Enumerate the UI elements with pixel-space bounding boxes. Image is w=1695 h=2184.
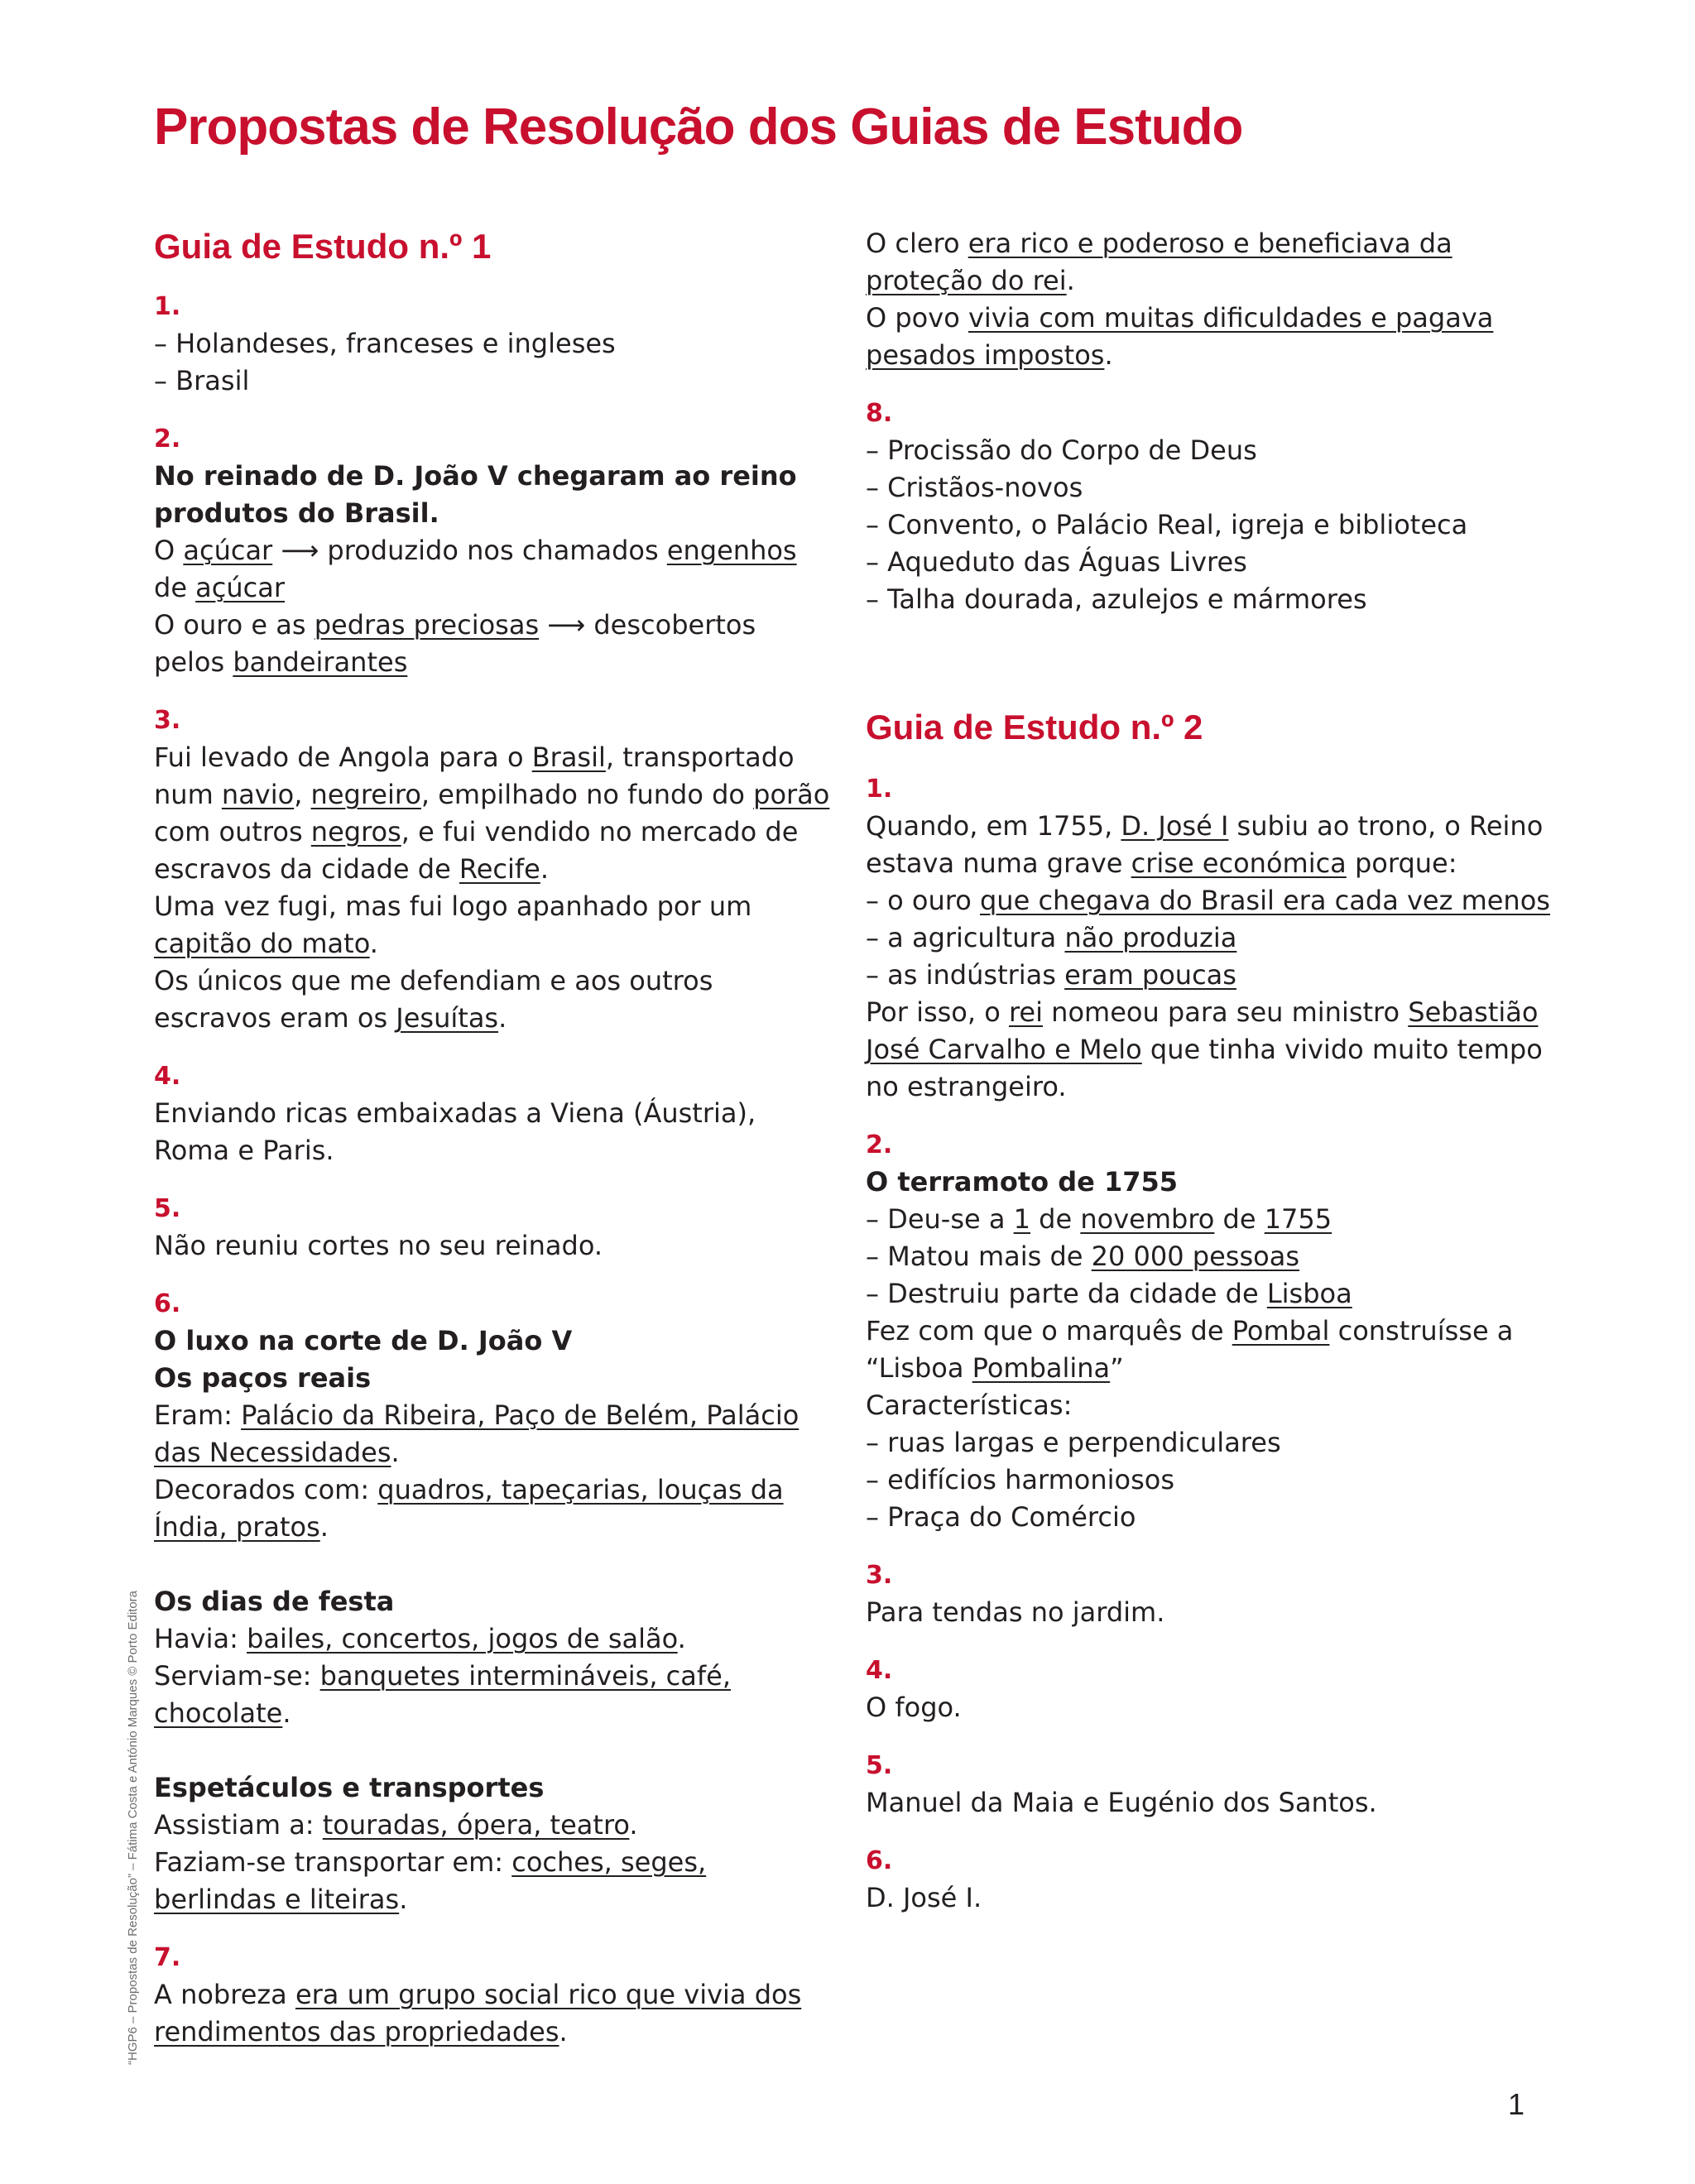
list-item: – Procissão do Corpo de Deus (866, 434, 1257, 466)
answer-paragraph: A nobreza era um grupo social rico que vivia dos rendimentos das propriedades. (154, 1979, 802, 2047)
question-statement: No reinado de D. João V chegaram ao reino produtos do Brasil. (154, 460, 797, 529)
list-item: – Cristãos-novos (866, 472, 1083, 503)
answer-paragraph: O clero era rico e poderoso e beneficiava da proteção do rei. (866, 228, 1453, 296)
answer-paragraph: Faziam-se transportar em: coches, seges, berlindas e liteiras. (154, 1846, 707, 1915)
answer-paragraph: Fez com que o marquês de Pombal construísse a “Lisboa Pombalina” (866, 1315, 1514, 1384)
answer-line: – Holandeses, franceses e ingleses (154, 328, 616, 359)
answer-paragraph: Eram: Palácio da Ribeira, Paço de Belém, Palácio das Necessidades. (154, 1399, 799, 1468)
answer-paragraph: Os únicos que me defendiam e aos outros escravos eram os Jesuítas. (154, 965, 713, 1034)
answer-paragraph: Por isso, o rei nomeou para seu ministro Sebastião José Carvalho e Melo que tinha vivido muito tempo no estrangeiro. (866, 996, 1543, 1102)
left-column (154, 222, 833, 2051)
answer-text: Enviando ricas embaixadas a Viena (Áustria), Roma e Paris. (154, 1097, 756, 1166)
question-number: 6. (866, 1846, 893, 1875)
question-number: 1. (154, 292, 181, 321)
question-number: 5. (866, 1751, 893, 1780)
question-number: 7. (154, 1943, 181, 1972)
question-number: 3. (154, 706, 181, 735)
question-number: 4. (154, 1062, 181, 1091)
right-column (866, 225, 1553, 1917)
question-number: 2. (154, 425, 181, 454)
answer-paragraph: Fui levado de Angola para o Brasil, transportado num navio, negreiro, empilhado no fundo do porão com outros negros, e fui vendido no mercado de escravos da cidade de Recife. (154, 742, 830, 885)
section-heading: Os dias de festa (154, 1586, 395, 1617)
list-item: – edifícios harmoniosos (866, 1464, 1175, 1495)
answer-text: Características: (866, 1390, 1073, 1421)
guide-2-question-6 (866, 1842, 1553, 1917)
list-item: – o ouro que chegava do Brasil era cada vez menos (866, 885, 1550, 916)
list-item: – a agricultura não produzia (866, 922, 1237, 953)
list-item: – Praça do Comércio (866, 1501, 1136, 1533)
list-item: – as indústrias eram poucas (866, 959, 1236, 991)
guide-1-heading: Guia de Estudo n.º 1 (154, 227, 492, 266)
guide-1-question-7-continued (866, 225, 1553, 374)
list-item: – Talha dourada, azulejos e mármores (866, 583, 1367, 615)
answer-line: O ouro e as pedras preciosas ⟶ descobertos pelos bandeirantes (154, 609, 756, 678)
page-number: 1 (1508, 2087, 1525, 2121)
question-number: 5. (154, 1194, 181, 1223)
page-title: Propostas de Resolução dos Guias de Estudo (154, 98, 1243, 156)
section-heading: O luxo na corte de D. João V (154, 1325, 573, 1356)
section-heading: Os paços reais (154, 1362, 372, 1394)
answer-text: Para tendas no jardim. (866, 1596, 1165, 1628)
guide-1-question-4 (154, 1058, 833, 1169)
answer-text: O fogo. (866, 1692, 962, 1723)
list-item: – Deu-se a 1 de novembro de 1755 (866, 1203, 1332, 1235)
question-statement: O terramoto de 1755 (866, 1166, 1179, 1198)
answer-line: – Brasil (154, 365, 250, 396)
guide-2-question-2 (866, 1126, 1553, 1536)
answer-paragraph: Assistiam a: touradas, ópera, teatro. (154, 1809, 638, 1841)
answer-text: D. José I. (866, 1882, 982, 1913)
guide-2-question-1 (866, 770, 1553, 1106)
guide-2-question-4 (866, 1652, 1553, 1726)
section-heading: Espetáculos e transportes (154, 1772, 545, 1803)
copyright-credit: “HGP6 – Propostas de Resolução” – Fátima Costa e António Marques © Porto Editora (126, 1590, 140, 2065)
question-number: 4. (866, 1656, 893, 1685)
question-number: 1. (866, 775, 893, 804)
question-number: 6. (154, 1289, 181, 1318)
list-item: – ruas largas e perpendiculares (866, 1427, 1281, 1458)
answer-paragraph: Decorados com: quadros, tapeçarias, louças da Índia, pratos. (154, 1474, 784, 1543)
list-item: – Convento, o Palácio Real, igreja e biblioteca (866, 509, 1468, 540)
answer-paragraph: Quando, em 1755, D. José I subiu ao trono, o Reino estava numa grave crise económica porque: (866, 810, 1544, 879)
guide-1-question-5 (154, 1190, 833, 1265)
question-number: 8. (866, 399, 893, 428)
answer-line: O açúcar ⟶ produzido nos chamados engenhos de açúcar (154, 535, 797, 603)
guide-2-question-5 (866, 1747, 1553, 1822)
guide-1-question-6 (154, 1285, 833, 1918)
answer-text: Não reuniu cortes no seu reinado. (154, 1230, 603, 1261)
answer-paragraph: O povo vivia com muitas dificuldades e pagava pesados impostos. (866, 302, 1494, 371)
list-item: – Matou mais de 20 000 pessoas (866, 1241, 1299, 1272)
answer-paragraph: Serviam-se: banquetes intermináveis, café, chocolate. (154, 1660, 731, 1729)
question-number: 2. (866, 1130, 893, 1159)
guide-1-question-3 (154, 702, 833, 1037)
list-item: – Aqueduto das Águas Livres (866, 546, 1247, 578)
answer-paragraph: Uma vez fugi, mas fui logo apanhado por um capitão do mato. (154, 890, 752, 959)
answer-paragraph: Havia: bailes, concertos, jogos de salão. (154, 1623, 686, 1654)
list-item: – Destruiu parte da cidade de Lisboa (866, 1278, 1352, 1309)
guide-2-heading: Guia de Estudo n.º 2 (866, 708, 1203, 746)
question-number: 3. (866, 1561, 893, 1590)
guide-1-question-8 (866, 395, 1553, 618)
guide-2-question-3 (866, 1557, 1553, 1631)
guide-1-question-1 (154, 288, 833, 400)
guide-1-question-2 (154, 420, 808, 681)
guide-1-question-7 (154, 1939, 833, 2051)
answer-text: Manuel da Maia e Eugénio dos Santos. (866, 1787, 1377, 1818)
